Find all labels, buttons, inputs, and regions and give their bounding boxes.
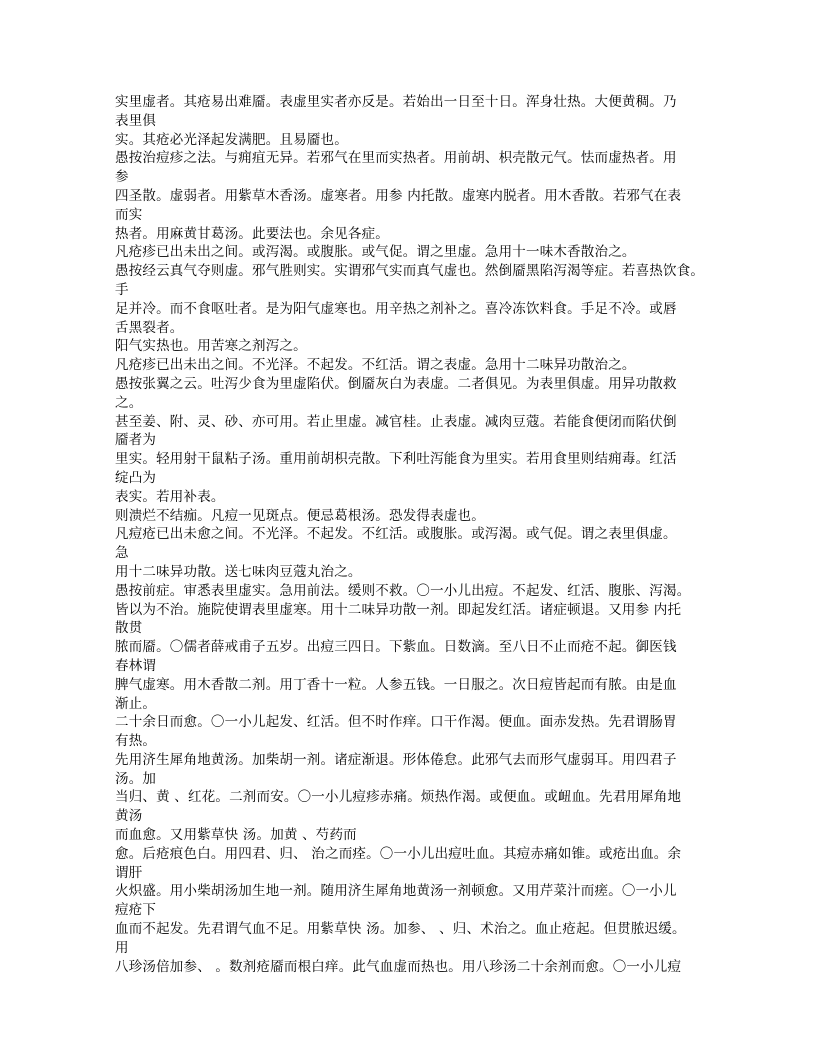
text-line: 四圣散。虚弱者。用紫草木香汤。虚寒者。用参 内托散。虚寒内脱者。用木香散。若邪气在表: [115, 187, 682, 204]
text-line: 汤。加: [115, 770, 157, 787]
text-line: 渐止。: [115, 695, 157, 712]
text-line: 而血愈。又用紫草快 汤。加黄 、芍药而: [115, 827, 357, 844]
text-line: 散贯: [115, 620, 143, 637]
text-line: 脓而靥。〇儒者薛戒甫子五岁。出痘三四日。下紫血。日数滴。至八日不止而疮不起。御医钱: [115, 639, 677, 656]
text-line: 春林谓: [115, 657, 157, 674]
text-line: 愚按张翼之云。吐泻少食为里虚陷伏。倒靥灰白为表虚。二者俱见。为表里俱虚。用异功散救: [115, 375, 677, 392]
text-line: 八珍汤倍加参、 。数剂疮靥而根白痒。此气血虚而热也。用八珍汤二十余剂而愈。〇一小儿痘: [115, 958, 682, 975]
text-line: 表里俱: [115, 112, 157, 129]
text-line: 当归、黄 、红花。二剂而安。〇一小儿痘疹赤痛。烦热作渴。或便血。或衄血。先君用犀角地: [115, 789, 682, 806]
text-line: 实。其疮必光泽起发满肥。且易靥也。: [115, 131, 348, 148]
text-block: [115, 93, 715, 976]
text-line: 皆以为不治。施院使谓表里虚寒。用十二味异功散一剂。即起发红活。诸症顿退。又用参 内托: [115, 601, 682, 618]
text-line: 表实。若用补表。: [115, 488, 225, 505]
text-line: 实里虚者。其疮易出难靥。表虚里实者亦反是。若始出一日至十日。浑身壮热。大便黄稠。乃: [115, 94, 677, 110]
text-line: 用十二味异功散。送七味肉豆蔻丸治之。: [115, 563, 362, 580]
text-line: 有热。: [115, 733, 157, 750]
text-line: 愈。后疮痕色白。用四君、归、 治之而痊。〇一小儿出痘吐血。其痘赤痛如锥。或疮出血。余: [115, 845, 682, 862]
text-line: 之。: [115, 394, 143, 411]
text-line: 急: [115, 545, 129, 562]
text-line: 血而不起发。先君谓气血不足。用紫草快 汤。加参、 、归、术治之。血止疮起。但贯脓迟缓。: [115, 921, 686, 938]
text-line: 凡疮疹已出未出之间。或泻渴。或腹胀。或气促。谓之里虚。急用十一味木香散治之。: [115, 244, 636, 261]
text-line: 里实。轻用射干鼠粘子汤。重用前胡枳壳散。下利吐泻能食为里实。若用食里则结痈毒。红活: [115, 451, 677, 468]
text-line: 舌黑裂者。: [115, 319, 184, 336]
text-line: 而实: [115, 206, 143, 223]
text-line: 用: [115, 939, 129, 956]
text-line: 黄汤: [115, 808, 143, 825]
text-line: 热者。用麻黄甘葛汤。此要法也。余见各症。: [115, 225, 389, 242]
text-line: 甚至姜、附、灵、砂、亦可用。若止里虚。减官桂。止表虚。减肉豆蔻。若能食便闭而陷伏倒: [115, 413, 677, 430]
text-line: 痘疮下: [115, 902, 157, 919]
text-line: 手: [115, 281, 129, 298]
text-line: 脾气虚寒。用木香散二剂。用丁香十一粒。人参五钱。一日服之。次日痘皆起而有脓。由是血: [115, 676, 677, 693]
text-line: 火炽盛。用小柴胡汤加生地一剂。随用济生犀角地黄汤一剂顿愈。又用芹菜汁而瘥。〇一小儿: [115, 883, 677, 900]
text-line: 凡痘疮已出未愈之间。不光泽。不起发。不红活。或腹胀。或泻渴。或气促。谓之表里俱虚。: [115, 526, 677, 543]
text-line: 足并冷。而不食呕吐者。是为阳气虚寒也。用辛热之剂补之。喜冷冻饮料食。手足不冷。或唇: [115, 300, 677, 317]
text-line: 愚按前症。审悉表里虚实。急用前法。缓则不救。〇一小儿出痘。不起发、红活、腹胀、泻渴。: [115, 582, 691, 599]
text-line: 愚按经云真气夺则虚。邪气胜则实。实谓邪气实而真气虚也。然倒靥黑陷泻渴等症。若喜热饮食。: [115, 263, 705, 280]
text-line: 绽凸为: [115, 469, 157, 486]
text-line: 阳气实热也。用苦寒之剂泻之。: [115, 338, 307, 355]
text-line: 二十余日而愈。〇一小儿起发、红活。但不时作痒。口干作渴。便血。面赤发热。先君谓肠胃: [115, 714, 677, 731]
text-line: 谓肝: [115, 864, 143, 881]
text-line: 凡疮疹已出未出之间。不光泽。不起发。不红活。谓之表虚。急用十二味异功散治之。: [115, 357, 636, 374]
text-line: 则溃烂不结痂。凡痘一见斑点。便忌葛根汤。恐发得表虚也。: [115, 507, 485, 524]
text-line: 先用济生犀角地黄汤。加柴胡一剂。诸症渐退。形体倦怠。此邪气去而形气虚弱耳。用四君子: [115, 751, 677, 768]
text-line: 愚按治痘疹之法。与痈疽无异。若邪气在里而实热者。用前胡、枳壳散元气。怯而虚热者。用: [115, 150, 677, 167]
text-line: 靥者为: [115, 432, 157, 449]
text-line: 参: [115, 169, 129, 186]
